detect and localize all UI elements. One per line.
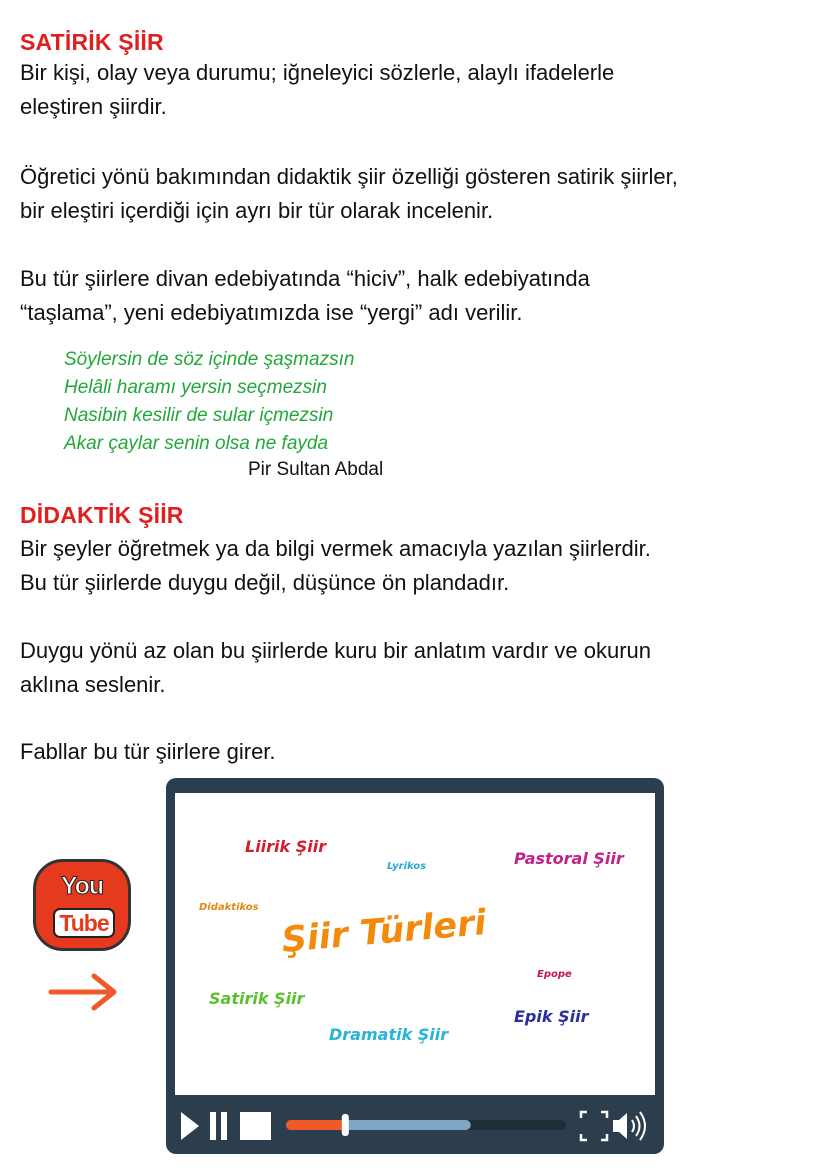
video-screen[interactable] (175, 793, 655, 1095)
stop-icon[interactable] (240, 1112, 271, 1140)
progress-bar (286, 1120, 345, 1130)
word-didaktikos: Didaktikos (199, 902, 259, 913)
didaktik-paragraph-2: Duygu yönü az olan bu şiirlerde kuru bir anlatım vardır ve okurun aklına seslenir. (20, 638, 651, 697)
poem-line: Helâli haramı yersin seçmezsin (64, 377, 327, 398)
fullscreen-icon[interactable] (581, 1112, 607, 1140)
play-icon[interactable] (181, 1112, 199, 1140)
poem-line: Nasibin kesilir de sular içmezsin (64, 405, 334, 426)
poem-line: Söylersin de söz içinde şaşmazsın (64, 349, 355, 370)
progress-knob[interactable] (342, 1114, 349, 1136)
pause-icon[interactable] (210, 1112, 227, 1140)
video-controls (166, 1098, 664, 1154)
word-lirik: Liirik Şiir (245, 837, 327, 856)
didaktik-paragraph-1: Bir şeyler öğretmek ya da bilgi vermek amacıyla yazılan şiirlerdir. Bu tür şiirlerde duygu değil, düşünce ön plandadır. (20, 536, 651, 595)
satirik-paragraph-2: Öğretici yönü bakımından didaktik şiir özelliği gösteren satirik şiirler, bir eleştiri içerdiği için ayrı bir tür olarak incelenir. (20, 164, 678, 223)
word-satirik: Satirik Şiir (209, 989, 305, 1008)
poem-line: Akar çaylar senin olsa ne fayda (64, 433, 329, 454)
word-lyrikos: Lyrikos (387, 861, 427, 872)
word-epope: Epope (537, 969, 572, 980)
didaktik-paragraph-3: Fabllar bu tür şiirlere girer. (20, 739, 276, 764)
word-siir-turleri: Şiir Türleri (280, 903, 488, 961)
didaktik-heading: DİDAKTİK ŞİİR (20, 502, 184, 528)
word-pastoral: Pastoral Şiir (514, 849, 624, 868)
satirik-heading: SATİRİK ŞİİR (20, 29, 164, 55)
poem (64, 346, 354, 458)
arrow-right-icon (48, 972, 120, 1012)
word-epik: Epik Şiir (514, 1007, 589, 1026)
poem-author: Pir Sultan Abdal (248, 459, 384, 480)
satirik-paragraph-1: Bir kişi, olay veya durumu; iğneleyici sözlerle, alaylı ifadelerle eleştiren şiirdir. (20, 60, 615, 119)
volume-icon[interactable] (613, 1112, 645, 1140)
satirik-paragraph-3: Bu tür şiirlere divan edebiyatında “hiciv”, halk edebiyatında “taşlama”, yeni edebiyatımızda ise “yergi” adı verilir. (20, 266, 590, 325)
youtube-logo-icon[interactable]: You Tube (33, 859, 131, 951)
word-dramatik: Dramatik Şiir (329, 1025, 449, 1044)
